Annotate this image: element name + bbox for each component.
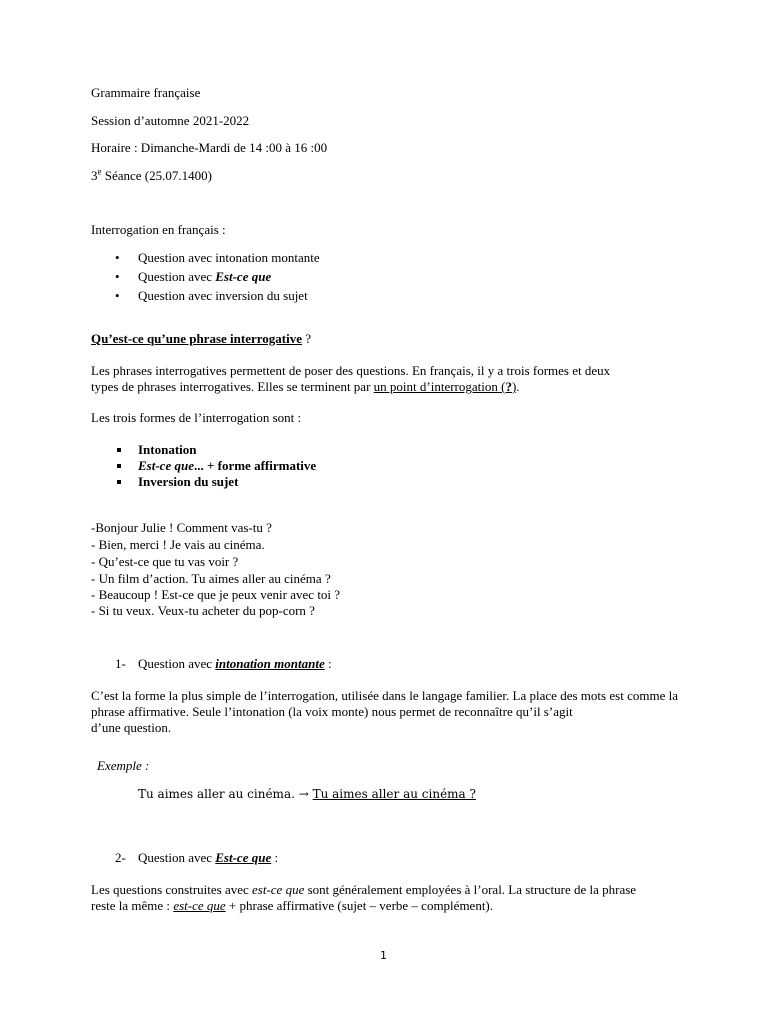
page-number: 1 bbox=[380, 949, 387, 962]
definition-line-2 bbox=[91, 379, 678, 395]
section-2-line-1-pre: Les questions construites avec bbox=[91, 882, 253, 897]
seance-number: 3 bbox=[91, 168, 98, 183]
example-line bbox=[138, 786, 476, 802]
forms-item-italic: Est-ce que bbox=[138, 458, 194, 473]
definition-title bbox=[91, 331, 311, 347]
bullet-text-plain: Question avec bbox=[138, 269, 216, 284]
section-2-label: Question avec bbox=[138, 850, 216, 865]
section-1-emphasis: intonation montante bbox=[215, 656, 325, 671]
example-affirmative: Tu aimes aller au cinéma. bbox=[138, 787, 295, 801]
bullet-text: Question avec intonation montante bbox=[138, 250, 320, 265]
section-2-line-2-pre: reste la même : bbox=[91, 898, 174, 913]
section-2-emphasis: Est-ce que bbox=[215, 850, 272, 865]
seance-line bbox=[91, 168, 212, 184]
dialogue-line: - Un film d’action. Tu aimes aller au cinéma ? bbox=[91, 571, 331, 586]
section-2-line-1-em: est-ce que bbox=[252, 882, 305, 897]
interrogation-heading: Interrogation en français : bbox=[91, 222, 226, 237]
example-question: Tu aimes aller au cinéma ? bbox=[312, 787, 476, 801]
definition-title-text: Qu’est-ce qu’une phrase interrogative bbox=[91, 331, 302, 346]
definition-paragraph bbox=[91, 363, 678, 395]
session-line: Session d’automne 2021-2022 bbox=[91, 113, 250, 128]
section-1-label: Question avec bbox=[138, 656, 216, 671]
bullet-icon: • bbox=[115, 269, 120, 284]
section-2-line-1 bbox=[91, 882, 636, 897]
bullet-text: Question avec inversion du sujet bbox=[138, 288, 308, 303]
question-mark-link bbox=[373, 379, 520, 394]
seance-text: Séance (25.07.1400) bbox=[101, 168, 212, 183]
section-2-line-2-post: + phrase affirmative (sujet – verbe – complément). bbox=[225, 898, 494, 913]
dialogue-line: - Bien, merci ! Je vais au cinéma. bbox=[91, 537, 265, 552]
section-2-line-1-post: sont généralement employées à l’oral. La structure de la phrase bbox=[304, 882, 637, 897]
section-1-line-1: C’est la forme la plus simple de l’interrogation, utilisée dans le langage familier. La place des mots est bbox=[91, 688, 624, 703]
square-bullet-icon bbox=[117, 464, 121, 468]
example-label: Exemple : bbox=[97, 758, 150, 773]
section-1-heading bbox=[138, 656, 332, 672]
forms-item-text: Inversion du sujet bbox=[138, 474, 239, 489]
section-2-number: 2- bbox=[115, 850, 126, 865]
schedule-line: Horaire : Dimanche-Mardi de 14 :00 à 16 :00 bbox=[91, 140, 328, 155]
arrow-icon: → bbox=[294, 787, 313, 801]
link-text-a: un point d’interrogation ( bbox=[373, 379, 506, 394]
section-1-paragraph bbox=[91, 688, 678, 736]
section-1-line-3: d’une question. bbox=[91, 720, 172, 735]
dialogue-line: - Beaucoup ! Est-ce que je peux venir avec toi ? bbox=[91, 587, 341, 602]
bullet-text-emphasis: Est-ce que bbox=[215, 269, 272, 284]
dialogue-line: - Qu’est-ce que tu vas voir ? bbox=[91, 554, 239, 569]
forms-heading: Les trois formes de l’interrogation sont : bbox=[91, 410, 302, 425]
section-2-line-2-em: est-ce que bbox=[173, 898, 226, 913]
square-bullet-icon bbox=[117, 448, 121, 452]
definition-title-suffix: ? bbox=[301, 331, 312, 346]
section-2-heading bbox=[138, 850, 278, 866]
link-question-mark: ? bbox=[505, 379, 512, 394]
section-2-line-2 bbox=[91, 898, 678, 914]
forms-item-text bbox=[138, 458, 316, 474]
section-2-suffix: : bbox=[271, 850, 279, 865]
course-title: Grammaire française bbox=[91, 85, 201, 100]
dialogue-line: - Si tu veux. Veux-tu acheter du pop-corn ? bbox=[91, 603, 315, 618]
forms-item-bold: ... + forme affirmative bbox=[193, 458, 317, 473]
section-1-number: 1- bbox=[115, 656, 126, 671]
forms-item-text: Intonation bbox=[138, 442, 197, 457]
section-1-line-2: comme la phrase affirmative. Seule l’intonation (la voix monte) nous permet de reconnaître qu’il s’agit bbox=[91, 688, 679, 719]
link-text-b: ) bbox=[511, 379, 517, 394]
bullet-icon: • bbox=[115, 250, 120, 265]
definition-line-2-post: . bbox=[516, 379, 520, 394]
section-2-paragraph bbox=[91, 882, 678, 914]
seance-superscript: e bbox=[97, 166, 102, 177]
bullet-icon: • bbox=[115, 288, 120, 303]
dialogue-line: -Bonjour Julie ! Comment vas-tu ? bbox=[91, 520, 272, 535]
section-1-suffix: : bbox=[324, 656, 332, 671]
bullet-text bbox=[138, 269, 271, 285]
square-bullet-icon bbox=[117, 480, 121, 484]
definition-line-2-pre: types de phrases interrogatives. Elles se terminent par bbox=[91, 379, 374, 394]
definition-line-1: Les phrases interrogatives permettent de poser des questions. En français, il y a trois formes et deux bbox=[91, 363, 611, 378]
